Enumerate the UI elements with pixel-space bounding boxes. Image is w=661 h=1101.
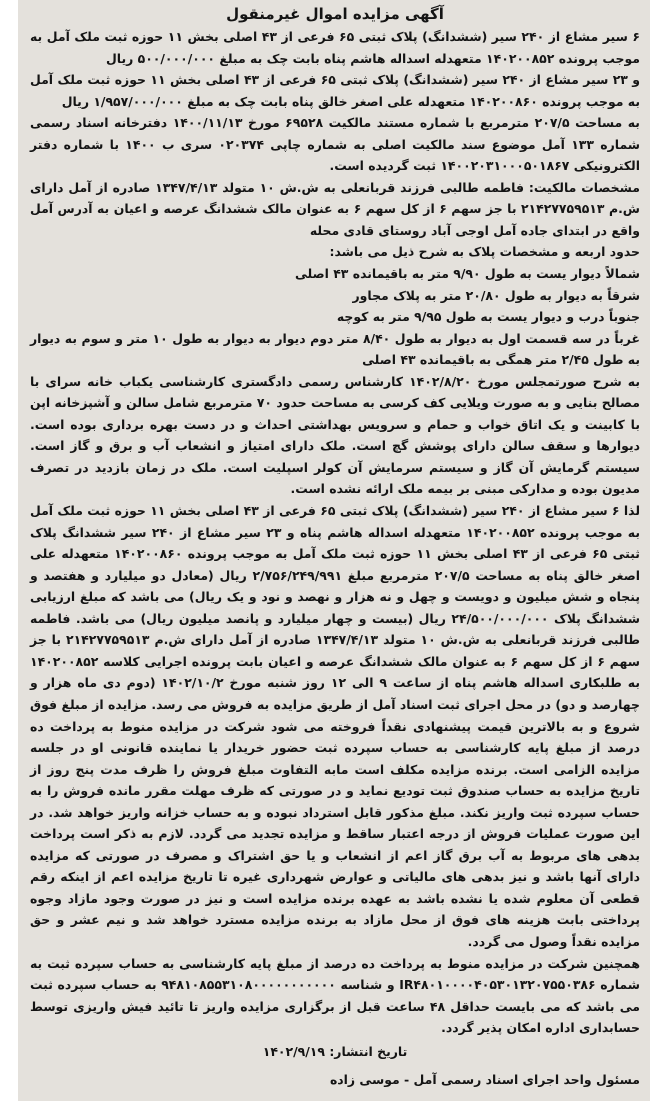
boundary-south: جنوباً درب و دیوار یست به طول ۹/۹۵ متر به کوچه [336,309,640,325]
auction-terms-paragraph: لذا ۶ سیر مشاع از ۲۴۰ سیر (ششدانگ) پلاک ثبتی ۶۵ فرعی از ۴۳ اصلی بخش ۱۱ حوزه ثبت ملک آمل به موجب پرونده ۱۴۰۲۰۰۸۵۲ متعهدله اسداله هاشم پناه و ۲۳ سیر مشاع از ۲۴۰ سیر ششدانگ پلاک ثبتی ۶۵ فرعی از ۴۳ اصلی بخش ۱۱ حوزه ثبت ملک آمل به موجب پرونده ۱۴۰۲۰۰۸۶۰ متعهدله علی اصغر خالق پناه به مساحت ۲۰۷/۵ مترمربع مبلغ ۲/۷۵۶/۲۴۹/۹۹۱ ریال (معادل دو میلیارد و هفتصد و پنجاه و شش میلیون و دویست و چهل و نه هزار و نهصد و نود و یک ریال) می باشد که مبلغ ارزیابی ششدانگ پلاک ۲۴/۵۰۰/۰۰۰/۰۰۰ ریال (بیست و چهار میلیارد و پانصد میلیون ریال) می باشد. فاطمه طالبی فرزند قربانعلی به ش.ش ۱۰ متولد ۱۳۴۷/۴/۱۳ صادره از آمل دارای ش.م ۲۱۴۲۷۷۵۹۵۱۳ با جز سهم ۶ از کل سهم ۶ به عنوان مالک ششدانگ عرصه و اعیان بابت پرونده اجرایی کلاسه ۱۴۰۲۰۰۸۵۲ به طلبکاری اسداله هاشم پناه از ساعت ۹ الی ۱۲ روز شنبه مورخ ۱۴۰۲/۱۰/۲ (دوم دی ماه هزار و چهارصد و دو) در محل اجرای ثبت اسناد آمل از طریق مزایده به فروش می رسد. مزایده از مبلغ فوق شروع و به بالاترین قیمت پیشنهادی نقداً فروخته می شود شرکت در مزایده منوط به پرداخت ده درصد از مبلغ پایه کارشناسی به حساب سپرده ثبت حضور خریدار یا نماینده قانونی او در جلسه مزایده الزامی است. برنده مزایده مکلف است مابه التفاوت مبلغ فروش را ظرف مدت پنج روز از تاریخ مزایده به حساب صندوق ثبت تودیع نماید و در صورتی که ظرف مهلت مقرر مانده فروش را به حساب سپرده ثبت واریز نکند. مبلغ مذکور قابل استرداد نبوده و به حساب خزانه واریز خواهد شد. در این صورت عملیات فروش از درجه اعتبار ساقط و مزایده تجدید می گردد. لازم به ذکر است پرداخت بدهی های مربوط به آب برق گاز اعم از انشعاب و یا حق اشتراک و مصرف در صورتی که مزایده دارای آنها باشد و نیز بدهی های مالیاتی و عوارض شهرداری غیره تا تاریخ مزایده اعم از اینکه رقم قطعی آن معلوم شده یا نشده باشد به عهده برنده مزایده است و نیز در صورت وجود مازاد وجوه پرداختی بابت هزینه های فوق از محل مازاد به برنده مزایده مسترد خواهد شد و نیم عشر و حق مزایده نقداً وصول می گردد. [30,503,641,949]
notice-title: آگهی مزایده اموال غیرمنقول [226,5,444,23]
signature-line: مسئول واحد اجرای اسناد رسمی آمل - موسی زاده [329,1071,640,1087]
area-deed-paragraph: به مساحت ۲۰۷/۵ مترمربع با شماره مستند مالکیت ۶۹۵۲۸ مورخ ۱۴۰۰/۱۱/۱۳ دفترخانه اسناد رسمی شماره ۱۳۳ آمل موضوع سند مالکیت اصلی به شماره چاپی ۰۲۰۳۷۴ سری ب ۱۴۰۰ با شماره دفتر الکترونیکی ۱۴۰۰۲۰۳۱۰۰۰۵۰۱۸۶۷ ثبت گردیده است. [30,115,641,174]
boundaries-heading: حدود اربعه و مشخصات پلاک به شرح ذیل می باشد: [329,244,640,260]
newspaper-clipping [18,0,650,1101]
boundary-west: غرباً در سه قسمت اول به دیوار به طول ۸/۴۰ متر دوم دیوار به دیوار به طول ۱۰ متر و سوم به دیوار به طول ۲/۴۵ متر همگی به باقیمانده ۴۳ اصلی [30,330,640,368]
share-paragraph-2: و ۲۳ سیر مشاع از ۲۴۰ سیر (ششدانگ) پلاک ثبتی ۶۵ فرعی از ۴۳ اصلی بخش ۱۱ حوزه ثبت ملک آمل به موجب پرونده ۱۴۰۲۰۰۸۶۰ متعهدله علی اصغر خالق پناه بابت چک به مبلغ ۱/۹۵۷/۰۰۰/۰۰۰ ریال [30,72,641,109]
deposit-paragraph: همچنین شرکت در مزایده منوط به پرداخت ده درصد از مبلغ پایه کارشناسی به حساب سپرده ثبت به شماره IR۴۸۰۱۰۰۰۰۴۰۵۳۰۱۳۲۰۷۵۵۰۳۸۶ و شناسه ۹۴۸۱۰۸۵۵۳۱۰۸۰۰۰۰۰۰۰۰۰۰۰ به حساب سپرده ثبت می باشد که می بایست حداقل ۴۸ ساعت قبل از برگزاری مزایده واریز تا تائید فیش واریزی توسط حسابداری اداره امکان پذیر گردد. [30,955,640,1036]
owner-details-paragraph: مشخصات مالکیت: فاطمه طالبی فرزند قربانعلی به ش.ش ۱۰ متولد ۱۳۴۷/۴/۱۳ صادره از آمل دارای ش.م ۲۱۴۲۷۷۵۹۵۱۳ با جز سهم ۶ از کل سهم ۶ به عنوان مالک ششدانگ عرصه و اعیان به آدرس آمل واقع در ابتدای جاده آمل اوجی آباد روستای قادی محله [30,179,640,238]
expert-report-paragraph: به شرح صورتمجلس مورخ ۱۴۰۲/۸/۲۰ کارشناس رسمی دادگستری کارشناسی یکباب خانه سرای با مصالح بنایی و به صورت ویلایی کف کرسی به مساحت حدود ۷۰ مترمربع شامل سالن و آشپزخانه اپن با کابینت و یک اتاق خواب و حمام و سرویس بهداشتی احداث و در دست بهره برداری بوده است. دیوارها و سقف سالن دارای پوشش گچ است. ملک دارای امتیاز و انشعاب آب و برق و گاز است. سیستم گرمایش آن گاز و سیستم سرمایش آن کولر اسپلیت است. ملک در زمان بازدید در تصرف مدیون بوده و مدارکی مبنی بر بیمه ملک ارائه نشده است. [30,373,640,497]
boundary-north: شمالاً دیوار یست به طول ۹/۹۰ متر به باقیمانده ۴۳ اصلی [294,266,640,282]
publication-date: تاریخ انتشار: ۱۴۰۲/۹/۱۹ [262,1043,408,1059]
boundary-east: شرقاً به دیوار به طول ۲۰/۸۰ متر به پلاک مجاور [352,287,640,303]
share-paragraph-1: ۶ سیر مشاع از ۲۴۰ سیر (ششدانگ) پلاک ثبتی ۶۵ فرعی از ۴۳ اصلی بخش ۱۱ حوزه ثبت ملک آمل به موجب پرونده ۱۴۰۲۰۰۸۵۲ متعهدله اسداله هاشم پناه بابت چک به مبلغ ۵۰۰/۰۰۰/۰۰۰ ریال [30,29,641,66]
